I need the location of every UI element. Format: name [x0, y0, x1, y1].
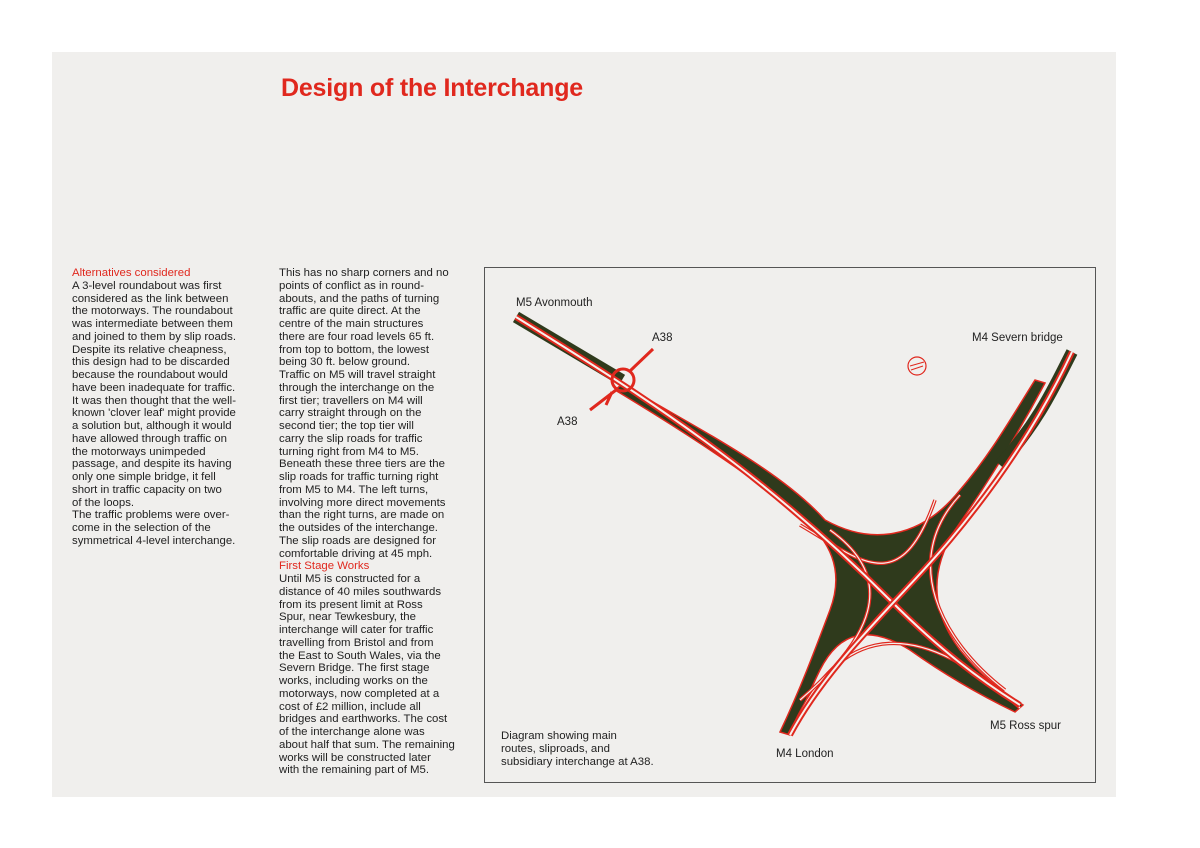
- caption-line: Diagram showing main: [501, 730, 617, 742]
- text-line: first tier; travellers on M4 will: [279, 394, 423, 407]
- text-line: about half that sum. The remaining: [279, 738, 455, 751]
- text-line: was intermediate between them: [72, 318, 233, 330]
- text-line: Despite its relative cheapness,: [72, 343, 227, 356]
- text-line: Traffic on M5 will travel straight: [279, 369, 436, 381]
- text-line: slip roads for traffic turning right: [279, 471, 439, 483]
- label-m5-avonmouth: M5 Avonmouth: [516, 297, 593, 309]
- text-line: points of conflict as in round-: [279, 279, 424, 292]
- text-line: the motorways unimpeded: [72, 445, 206, 458]
- text-line: considered as the link between: [72, 292, 229, 305]
- text-line: the East to South Wales, via the: [279, 649, 441, 662]
- text-line: The slip roads are designed for: [279, 534, 437, 547]
- text-line: only one simple bridge, it fell: [72, 471, 216, 483]
- text-line: The traffic problems were over-: [72, 509, 230, 522]
- page-title: Design of the Interchange: [281, 74, 583, 102]
- text-line: the outsides of the interchange.: [279, 522, 438, 534]
- section-heading-alternatives: Alternatives considered: [72, 267, 191, 279]
- text-line: travelling from Bristol and from: [279, 636, 434, 649]
- text-line: come in the selection of the: [72, 522, 211, 534]
- text-line: the motorways. The roundabout: [72, 305, 233, 318]
- text-line: symmetrical 4-level interchange.: [72, 534, 236, 547]
- text-line: with the remaining part of M5.: [279, 764, 430, 777]
- caption-line: routes, sliproads, and: [501, 742, 610, 755]
- caption-line: subsidiary interchange at A38.: [501, 755, 654, 768]
- text-line: involving more direct movements: [279, 496, 446, 509]
- text-line: there are four road levels 65 ft.: [279, 330, 435, 343]
- text-line: have been inadequate for traffic.: [72, 381, 236, 394]
- text-line: traffic are quite direct. At the: [279, 305, 421, 318]
- text-line: being 30 ft. below ground.: [279, 356, 411, 369]
- text-line: passage, and despite its having: [72, 458, 232, 471]
- text-line: than the right turns, are made on: [279, 509, 445, 522]
- text-line: It was then thought that the well-: [72, 394, 236, 407]
- text-line: bridges and earthworks. The cost: [279, 713, 448, 726]
- label-m4-severn-bridge: M4 Severn bridge: [972, 332, 1063, 344]
- text-line: works will be constructed later: [279, 751, 431, 764]
- label-a38-left: A38: [557, 416, 578, 428]
- text-line: and joined to them by slip roads.: [72, 330, 236, 343]
- label-m4-london: M4 London: [776, 748, 834, 760]
- text-line: Until M5 is constructed for a: [279, 573, 421, 585]
- text-line: of the loops.: [72, 496, 135, 509]
- text-line: from its present limit at Ross: [279, 598, 423, 611]
- text-line: interchange will cater for traffic: [279, 624, 434, 636]
- text-line: from M5 to M4. The left turns,: [279, 483, 429, 496]
- label-m5-ross-spur: M5 Ross spur: [990, 720, 1061, 732]
- text-line: Spur, near Tewkesbury, the: [279, 611, 416, 624]
- text-line: turning right from M4 to M5.: [279, 445, 419, 458]
- text-line: Beneath these three tiers are the: [279, 458, 445, 471]
- diagram-caption: [501, 730, 654, 768]
- text-line: This has no sharp corners and no: [279, 267, 449, 279]
- text-line: a solution but, although it would: [72, 420, 232, 432]
- label-a38-top: A38: [652, 332, 673, 344]
- a38-road-north: [630, 349, 653, 371]
- text-line: distance of 40 miles southwards: [279, 585, 442, 598]
- text-line: comfortable driving at 45 mph.: [279, 547, 433, 560]
- text-line: known 'clover leaf' might provide: [72, 407, 236, 420]
- text-line: through the interchange on the: [279, 381, 435, 394]
- text-line: A 3-level roundabout was first: [72, 279, 222, 292]
- text-line: from top to bottom, the lowest: [279, 343, 430, 356]
- text-line: short in traffic capacity on two: [72, 483, 222, 496]
- a38-road-south: [590, 390, 616, 410]
- section-heading-first-stage: First Stage Works: [279, 560, 370, 573]
- text-line: cost of £2 million, include all: [279, 700, 421, 713]
- text-line: carry the slip roads for traffic: [279, 432, 423, 445]
- text-line: abouts, and the paths of turning: [279, 292, 440, 305]
- text-line: because the roundabout would: [72, 369, 228, 381]
- text-line: Severn Bridge. The first stage: [279, 662, 430, 675]
- text-line: works, including works on the: [279, 675, 428, 687]
- text-line: second tier; the top tier will: [279, 420, 414, 432]
- text-line: this design had to be discarded: [72, 356, 230, 369]
- text-line: have allowed through traffic on: [72, 432, 227, 445]
- text-line: motorways, now completed at a: [279, 687, 440, 700]
- text-line: carry straight through on the: [279, 407, 422, 420]
- text-line: of the interchange alone was: [279, 726, 425, 738]
- text-line: centre of the main structures: [279, 318, 424, 330]
- logo-mark-detail: [910, 362, 924, 370]
